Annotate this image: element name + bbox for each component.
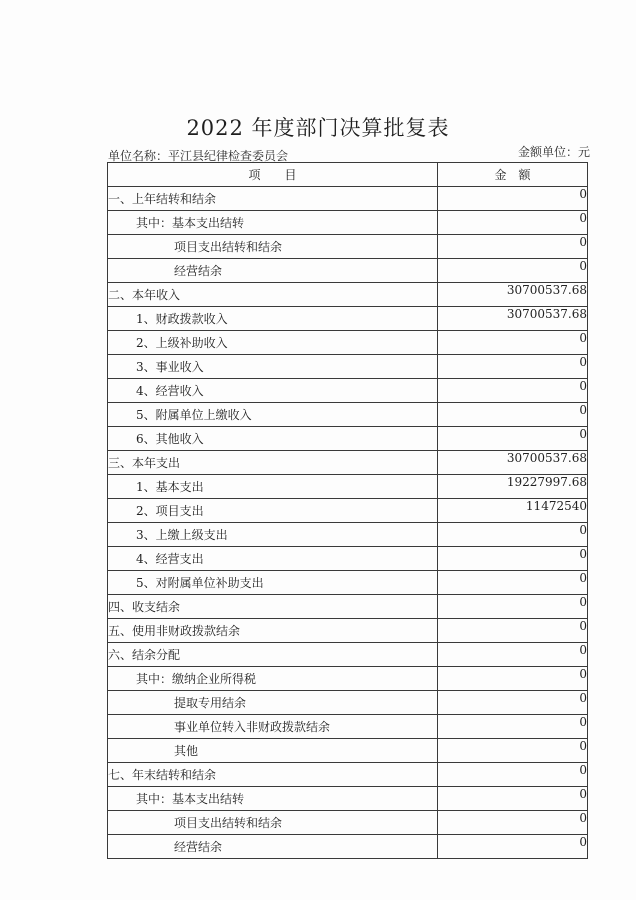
- table-row: [108, 451, 588, 475]
- table-row: [108, 763, 588, 787]
- row-amount: 0: [438, 643, 588, 667]
- row-amount: 0: [438, 619, 588, 643]
- table-row: [108, 427, 588, 451]
- table-row: [108, 835, 588, 859]
- row-amount: 0: [438, 187, 588, 211]
- unit-name-label: 单位名称：平江县纪律检查委员会: [108, 149, 289, 163]
- row-amount: 0: [438, 355, 588, 379]
- row-amount: 0: [438, 787, 588, 811]
- row-label: 事业单位转入非财政拨款结余: [108, 715, 438, 739]
- row-label: 3、上缴上级支出: [108, 523, 438, 547]
- row-amount: 30700537.68: [438, 283, 588, 307]
- header-amount: 金 额: [438, 163, 588, 187]
- row-amount: 0: [438, 331, 588, 355]
- row-amount: 0: [438, 811, 588, 835]
- table-row: [108, 355, 588, 379]
- row-label: 三、本年支出: [108, 451, 438, 475]
- row-amount: 0: [438, 403, 588, 427]
- amount-unit-label: 金额单位：元: [517, 145, 590, 159]
- row-label: 1、财政拨款收入: [108, 307, 438, 331]
- final-accounts-table: [107, 162, 588, 859]
- row-label: 项目支出结转和结余: [108, 235, 438, 259]
- row-label: 提取专用结余: [108, 691, 438, 715]
- table-body: [108, 187, 588, 859]
- row-label: 1、基本支出: [108, 475, 438, 499]
- row-label: 2、上级补助收入: [108, 331, 438, 355]
- row-amount: 0: [438, 211, 588, 235]
- table-row: [108, 403, 588, 427]
- row-label: 一、上年结转和结余: [108, 187, 438, 211]
- row-amount: 0: [438, 379, 588, 403]
- row-amount: 0: [438, 715, 588, 739]
- table-row: [108, 499, 588, 523]
- row-label: 其中：基本支出结转: [108, 211, 438, 235]
- row-amount: 30700537.68: [438, 451, 588, 475]
- table-row: [108, 595, 588, 619]
- row-amount: 0: [438, 523, 588, 547]
- row-amount: 11472540: [438, 499, 588, 523]
- row-amount: 0: [438, 835, 588, 859]
- row-label: 2、项目支出: [108, 499, 438, 523]
- row-label: 五、使用非财政拨款结余: [108, 619, 438, 643]
- table-row: [108, 235, 588, 259]
- row-label: 二、本年收入: [108, 283, 438, 307]
- table-row: [108, 691, 588, 715]
- row-label: 3、事业收入: [108, 355, 438, 379]
- row-label: 经营结余: [108, 835, 438, 859]
- row-label: 其中：缴纳企业所得税: [108, 667, 438, 691]
- row-label: 5、对附属单位补助支出: [108, 571, 438, 595]
- table-row: [108, 475, 588, 499]
- table-row: [108, 379, 588, 403]
- row-label: 6、其他收入: [108, 427, 438, 451]
- row-amount: 0: [438, 235, 588, 259]
- table-row: [108, 547, 588, 571]
- row-amount: 0: [438, 259, 588, 283]
- row-amount: 30700537.68: [438, 307, 588, 331]
- table-row: [108, 715, 588, 739]
- table-row: [108, 571, 588, 595]
- table-row: [108, 211, 588, 235]
- table-row: [108, 619, 588, 643]
- table-row: [108, 667, 588, 691]
- row-amount: 0: [438, 595, 588, 619]
- row-label: 六、结余分配: [108, 643, 438, 667]
- table-row: [108, 739, 588, 763]
- row-label: 项目支出结转和结余: [108, 811, 438, 835]
- header-item: 项 目: [108, 163, 438, 187]
- table-header-row: [108, 163, 588, 187]
- row-label: 经营结余: [108, 259, 438, 283]
- row-label: 四、收支结余: [108, 595, 438, 619]
- row-label: 其他: [108, 739, 438, 763]
- table-row: [108, 331, 588, 355]
- row-amount: 0: [438, 667, 588, 691]
- row-amount: 19227997.68: [438, 475, 588, 499]
- row-label: 其中：基本支出结转: [108, 787, 438, 811]
- table-row: [108, 259, 588, 283]
- table-row: [108, 283, 588, 307]
- table-row: [108, 187, 588, 211]
- row-amount: 0: [438, 571, 588, 595]
- table-row: [108, 811, 588, 835]
- row-amount: 0: [438, 427, 588, 451]
- table-row: [108, 307, 588, 331]
- table-row: [108, 643, 588, 667]
- row-label: 4、经营支出: [108, 547, 438, 571]
- row-amount: 0: [438, 547, 588, 571]
- row-label: 七、年末结转和结余: [108, 763, 438, 787]
- document-title: 2022 年度部门决算批复表: [186, 116, 450, 140]
- row-label: 5、附属单位上缴收入: [108, 403, 438, 427]
- row-amount: 0: [438, 691, 588, 715]
- row-amount: 0: [438, 763, 588, 787]
- row-label: 4、经营收入: [108, 379, 438, 403]
- table-row: [108, 787, 588, 811]
- table-row: [108, 523, 588, 547]
- row-amount: 0: [438, 739, 588, 763]
